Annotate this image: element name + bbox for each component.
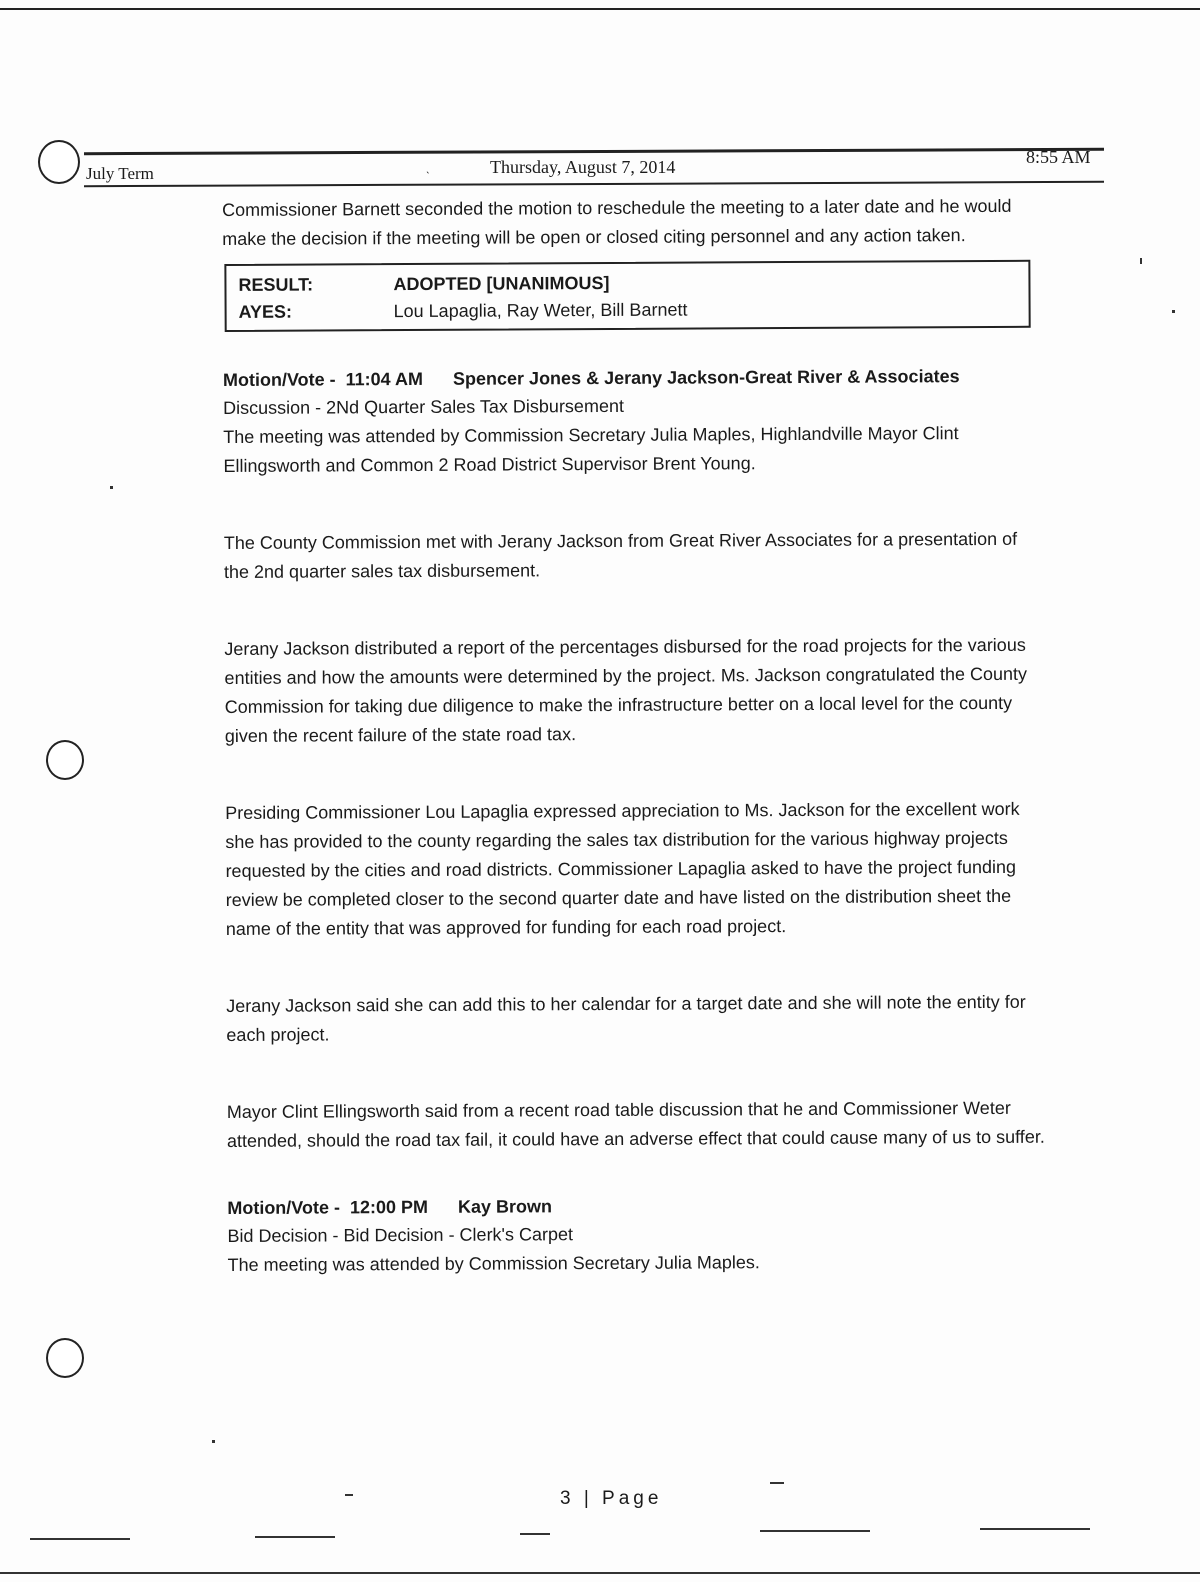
discussion-line: Discussion - 2Nd Quarter Sales Tax Disbursement — [223, 395, 624, 418]
motion-subject: Spencer Jones & Jerany Jackson-Great River & Associates — [452, 366, 960, 389]
binder-hole-icon — [46, 740, 84, 780]
scan-speck — [1140, 258, 1142, 264]
meeting-time: 8:55 AM — [1026, 147, 1091, 167]
scan-speck — [30, 1538, 130, 1540]
binder-hole-icon — [38, 140, 80, 184]
minutes-body — [222, 192, 1048, 1280]
binder-hole-icon — [46, 1338, 84, 1378]
ayes-value: Lou Lapaglia, Ray Weter, Bill Barnett — [393, 299, 688, 322]
scan-speck — [520, 1533, 550, 1535]
ayes-row — [239, 295, 1017, 326]
motion-time: 11:04 AM — [345, 368, 424, 390]
attendance-paragraph: The meeting was attended by Commission Secretary Julia Maples. — [227, 1252, 760, 1275]
motion-label: Motion/Vote - — [222, 369, 336, 390]
minutes-paragraph: Jerany Jackson said she can add this to her calendar for a target date and she will note the entity for each project. — [226, 991, 1026, 1045]
motion-heading — [223, 362, 1043, 394]
scan-edge-bottom — [0, 1572, 1200, 1574]
minutes-paragraph: Jerany Jackson distributed a report of the percentages disbursed for the road projects for the various entities and how the amounts were determined by the project. Ms. Jackson congratulated the County Commission for taking due diligence to make the infrastructure better on a local level for the county given the recent failure of the state road tax. — [224, 634, 1028, 746]
minutes-paragraph: Mayor Clint Ellingsworth said from a recent road table discussion that he and Commissioner Weter attended, should the road tax fail, it could have an adverse effect that could cause many of us to suffer. — [226, 1097, 1045, 1151]
motion-subject: Kay Brown — [457, 1196, 553, 1217]
scan-speck — [1172, 310, 1175, 313]
term-label: July Term — [86, 164, 154, 183]
header-rule-top — [84, 148, 1104, 155]
scan-speck — [770, 1482, 784, 1484]
motion-heading — [227, 1190, 1047, 1222]
scan-edge-top — [0, 8, 1200, 10]
motion-time: 12:00 PM — [349, 1196, 429, 1218]
minutes-paragraph: The County Commission met with Jerany Jackson from Great River Associates for a presentation of the 2nd quarter sales tax disbursement. — [223, 528, 1018, 582]
result-row — [238, 268, 1016, 299]
scan-speck — [110, 486, 113, 489]
intro-paragraph: Commissioner Barnett seconded the motion to reschedule the meeting to a later date and he would make the decision if the meeting will be open or closed citing personnel and any action taken. — [222, 195, 1012, 249]
scan-speck — [760, 1530, 870, 1532]
motion-label: Motion/Vote - — [227, 1197, 340, 1218]
vote-result-box — [224, 260, 1030, 332]
ayes-label: AYES: — [238, 301, 293, 322]
scan-mark: ˎ — [426, 160, 430, 174]
page-number: 3 | Page — [560, 1488, 663, 1509]
header-rule-bottom — [84, 181, 1104, 187]
bid-decision-line: Bid Decision - Bid Decision - Clerk's Carpet — [227, 1224, 574, 1246]
scan-speck — [255, 1536, 335, 1538]
attendance-paragraph: The meeting was attended by Commission Secretary Julia Maples, Highlandville Mayor Clint Ellingsworth and Common 2 Road District Supervisor Brent Young. — [223, 423, 959, 476]
scan-speck — [345, 1494, 353, 1496]
scan-speck — [980, 1528, 1090, 1530]
scan-speck — [212, 1440, 215, 1443]
minutes-paragraph: Presiding Commissioner Lou Lapaglia expressed appreciation to Ms. Jackson for the excellent work she has provided to the county regarding the sales tax distribution for the various highway projects requested by the cities and road districts. Commissioner Lapaglia asked to have the project funding review be completed closer to the second quarter date and have listed on the distribution sheet the name of the entity that was approved for funding for each road project. — [225, 798, 1020, 939]
result-label: RESULT: — [238, 274, 314, 295]
meeting-date: Thursday, August 7, 2014 — [490, 157, 676, 177]
result-value: ADOPTED [UNANIMOUS] — [393, 272, 610, 295]
